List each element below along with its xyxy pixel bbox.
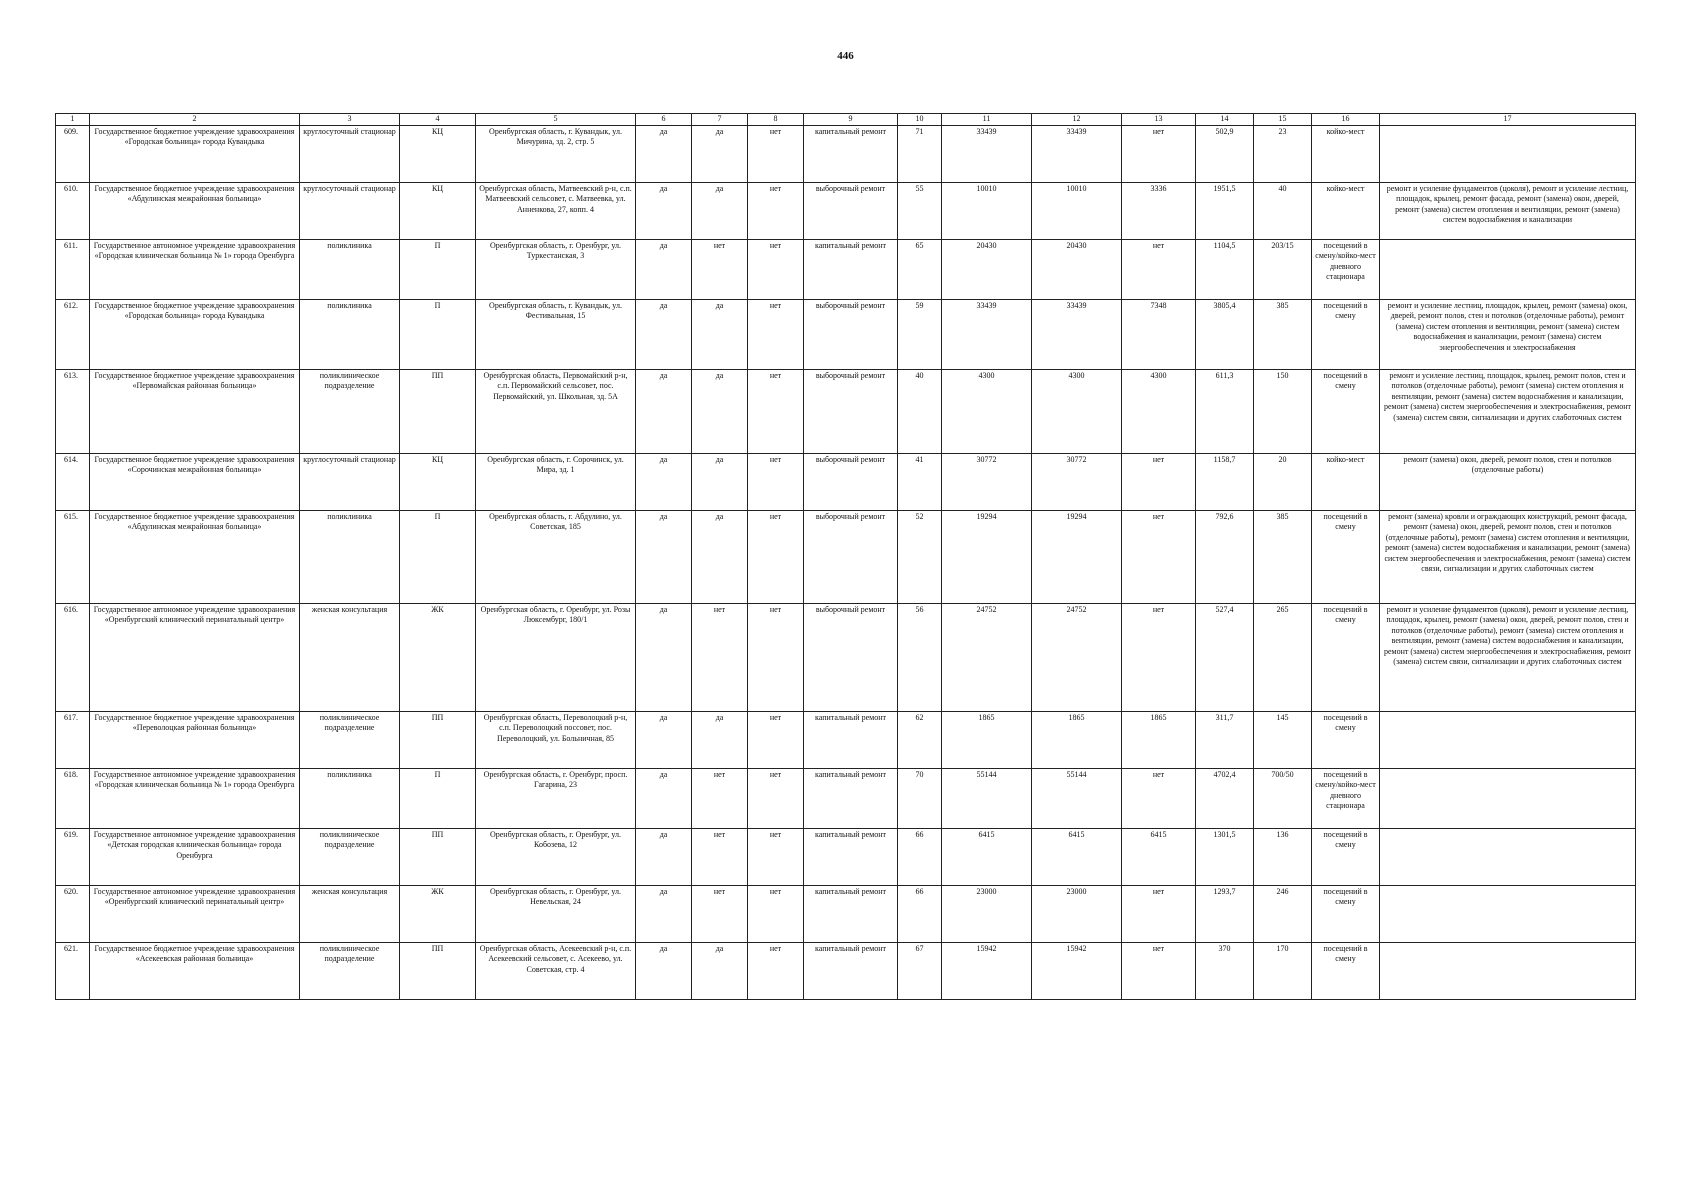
unit-code: КЦ bbox=[400, 454, 476, 511]
row-number: 611. bbox=[56, 240, 90, 300]
col-12-value: 15942 bbox=[1032, 943, 1122, 1000]
institution-name: Государственное бюджетное учреждение здравоохранения «Асекеевская районная больница» bbox=[90, 943, 300, 1000]
address: Оренбургская область, г. Абдулино, ул. Советская, 185 bbox=[476, 511, 636, 604]
table-row bbox=[56, 604, 1636, 712]
col-11-value: 19294 bbox=[942, 511, 1032, 604]
area-value: 4702,4 bbox=[1196, 769, 1254, 829]
unit-type: поликлиническое подразделение bbox=[300, 712, 400, 769]
institution-name: Государственное бюджетное учреждение здравоохранения «Сорочинская межрайонная больница» bbox=[90, 454, 300, 511]
works-description bbox=[1380, 712, 1636, 769]
institution-name: Государственное бюджетное учреждение здравоохранения «Переволоцкая районная больница» bbox=[90, 712, 300, 769]
column-header-6: 6 bbox=[636, 114, 692, 126]
column-header-15: 15 bbox=[1254, 114, 1312, 126]
column-header-16: 16 bbox=[1312, 114, 1380, 126]
col-13-value: 6415 bbox=[1122, 829, 1196, 886]
address: Оренбургская область, г. Кувандык, ул. Фестивальная, 15 bbox=[476, 300, 636, 370]
repair-type: капитальный ремонт bbox=[804, 769, 898, 829]
col-6-flag: да bbox=[636, 769, 692, 829]
table-row bbox=[56, 886, 1636, 943]
col-10-value: 70 bbox=[898, 769, 942, 829]
unit-code: КЦ bbox=[400, 183, 476, 240]
col-6-flag: да bbox=[636, 511, 692, 604]
col-7-flag: да bbox=[692, 300, 748, 370]
col-13-value: нет bbox=[1122, 886, 1196, 943]
address: Оренбургская область, г. Оренбург, ул. Кобозева, 12 bbox=[476, 829, 636, 886]
capacity-value: 700/50 bbox=[1254, 769, 1312, 829]
unit-type: женская консультация bbox=[300, 886, 400, 943]
capacity-unit: посещений в смену bbox=[1312, 829, 1380, 886]
col-13-value: нет bbox=[1122, 454, 1196, 511]
col-10-value: 55 bbox=[898, 183, 942, 240]
column-header-7: 7 bbox=[692, 114, 748, 126]
capacity-unit: посещений в смену/койко-мест дневного стационара bbox=[1312, 769, 1380, 829]
col-12-value: 23000 bbox=[1032, 886, 1122, 943]
table-row bbox=[56, 240, 1636, 300]
column-header-8: 8 bbox=[748, 114, 804, 126]
unit-code: ПП bbox=[400, 943, 476, 1000]
col-10-value: 67 bbox=[898, 943, 942, 1000]
works-description bbox=[1380, 886, 1636, 943]
col-6-flag: да bbox=[636, 183, 692, 240]
col-6-flag: да bbox=[636, 370, 692, 454]
col-13-value: 4300 bbox=[1122, 370, 1196, 454]
repair-type: выборочный ремонт bbox=[804, 511, 898, 604]
unit-type: поликлиника bbox=[300, 769, 400, 829]
col-10-value: 66 bbox=[898, 829, 942, 886]
works-description bbox=[1380, 240, 1636, 300]
unit-code: П bbox=[400, 300, 476, 370]
table-row bbox=[56, 829, 1636, 886]
capacity-value: 150 bbox=[1254, 370, 1312, 454]
table-row bbox=[56, 943, 1636, 1000]
repair-type: капитальный ремонт bbox=[804, 943, 898, 1000]
col-6-flag: да bbox=[636, 126, 692, 183]
repair-type: выборочный ремонт bbox=[804, 183, 898, 240]
unit-code: ПП bbox=[400, 712, 476, 769]
repair-type: капитальный ремонт bbox=[804, 886, 898, 943]
col-11-value: 15942 bbox=[942, 943, 1032, 1000]
works-description: ремонт и усиление фундаментов (цоколя), ремонт и усиление лестниц, площадок, крылец, ремонт фасада, ремонт (замена) окон, дверей, ремонт (замена) систем отопления и вентиляции, ремонт (замена) систем водоснабжения и канализации bbox=[1380, 183, 1636, 240]
institution-name: Государственное бюджетное учреждение здравоохранения «Городская больница» города Кувандыка bbox=[90, 126, 300, 183]
col-10-value: 52 bbox=[898, 511, 942, 604]
col-7-flag: да bbox=[692, 454, 748, 511]
col-13-value: нет bbox=[1122, 126, 1196, 183]
col-8-flag: нет bbox=[748, 829, 804, 886]
repair-type: выборочный ремонт bbox=[804, 604, 898, 712]
col-12-value: 24752 bbox=[1032, 604, 1122, 712]
capacity-value: 23 bbox=[1254, 126, 1312, 183]
col-12-value: 20430 bbox=[1032, 240, 1122, 300]
column-header-17: 17 bbox=[1380, 114, 1636, 126]
col-10-value: 71 bbox=[898, 126, 942, 183]
col-11-value: 20430 bbox=[942, 240, 1032, 300]
repair-type: капитальный ремонт bbox=[804, 829, 898, 886]
col-13-value: 1865 bbox=[1122, 712, 1196, 769]
institution-name: Государственное бюджетное учреждение здравоохранения «Первомайская районная больница» bbox=[90, 370, 300, 454]
col-8-flag: нет bbox=[748, 511, 804, 604]
col-7-flag: да bbox=[692, 712, 748, 769]
row-number: 612. bbox=[56, 300, 90, 370]
col-7-flag: нет bbox=[692, 240, 748, 300]
col-12-value: 4300 bbox=[1032, 370, 1122, 454]
table-row bbox=[56, 370, 1636, 454]
capacity-unit: посещений в смену bbox=[1312, 604, 1380, 712]
col-12-value: 33439 bbox=[1032, 126, 1122, 183]
col-11-value: 10010 bbox=[942, 183, 1032, 240]
col-11-value: 23000 bbox=[942, 886, 1032, 943]
table-row bbox=[56, 712, 1636, 769]
col-6-flag: да bbox=[636, 240, 692, 300]
capacity-value: 203/15 bbox=[1254, 240, 1312, 300]
col-10-value: 41 bbox=[898, 454, 942, 511]
row-number: 614. bbox=[56, 454, 90, 511]
unit-type: круглосуточный стационар bbox=[300, 454, 400, 511]
capacity-value: 246 bbox=[1254, 886, 1312, 943]
table-body bbox=[56, 126, 1636, 1000]
col-8-flag: нет bbox=[748, 604, 804, 712]
column-header-2: 2 bbox=[90, 114, 300, 126]
unit-code: П bbox=[400, 769, 476, 829]
col-6-flag: да bbox=[636, 829, 692, 886]
unit-type: женская консультация bbox=[300, 604, 400, 712]
col-7-flag: да bbox=[692, 183, 748, 240]
unit-type: поликлиника bbox=[300, 300, 400, 370]
repair-type: выборочный ремонт bbox=[804, 370, 898, 454]
col-13-value: 7348 bbox=[1122, 300, 1196, 370]
row-number: 617. bbox=[56, 712, 90, 769]
col-11-value: 33439 bbox=[942, 300, 1032, 370]
address: Оренбургская область, г. Оренбург, ул. Невельская, 24 bbox=[476, 886, 636, 943]
col-12-value: 33439 bbox=[1032, 300, 1122, 370]
area-value: 1104,5 bbox=[1196, 240, 1254, 300]
column-header-13: 13 bbox=[1122, 114, 1196, 126]
col-7-flag: да bbox=[692, 511, 748, 604]
col-6-flag: да bbox=[636, 943, 692, 1000]
col-10-value: 66 bbox=[898, 886, 942, 943]
column-header-12: 12 bbox=[1032, 114, 1122, 126]
col-11-value: 1865 bbox=[942, 712, 1032, 769]
institution-name: Государственное автономное учреждение здравоохранения «Оренбургский клинический перинатальный центр» bbox=[90, 886, 300, 943]
col-8-flag: нет bbox=[748, 300, 804, 370]
capacity-value: 385 bbox=[1254, 511, 1312, 604]
address: Оренбургская область, Матвеевский р-н, с.п. Матвеевский сельсовет, с. Матвеевка, ул. Анненкова, 27, копп. 4 bbox=[476, 183, 636, 240]
works-description bbox=[1380, 943, 1636, 1000]
row-number: 620. bbox=[56, 886, 90, 943]
address: Оренбургская область, г. Оренбург, ул. Розы Люксембург, 180/1 bbox=[476, 604, 636, 712]
col-12-value: 1865 bbox=[1032, 712, 1122, 769]
capacity-value: 385 bbox=[1254, 300, 1312, 370]
unit-type: поликлиника bbox=[300, 511, 400, 604]
row-number: 621. bbox=[56, 943, 90, 1000]
col-7-flag: нет bbox=[692, 886, 748, 943]
col-11-value: 4300 bbox=[942, 370, 1032, 454]
page-number: 446 bbox=[837, 50, 854, 62]
row-number: 619. bbox=[56, 829, 90, 886]
address: Оренбургская область, Асекеевский р-н, с.п. Асекеевский сельсовет, с. Асекеево, ул. Советская, стр. 4 bbox=[476, 943, 636, 1000]
col-7-flag: да bbox=[692, 126, 748, 183]
col-7-flag: нет bbox=[692, 604, 748, 712]
capacity-unit: посещений в смену bbox=[1312, 943, 1380, 1000]
col-13-value: нет bbox=[1122, 604, 1196, 712]
row-number: 609. bbox=[56, 126, 90, 183]
institution-name: Государственное автономное учреждение здравоохранения «Городская клиническая больница № 1» города Оренбурга bbox=[90, 240, 300, 300]
col-10-value: 62 bbox=[898, 712, 942, 769]
col-6-flag: да bbox=[636, 712, 692, 769]
capacity-value: 265 bbox=[1254, 604, 1312, 712]
col-6-flag: да bbox=[636, 300, 692, 370]
area-value: 3805,4 bbox=[1196, 300, 1254, 370]
address: Оренбургская область, Первомайский р-н, с.п. Первомайский сельсовет, пос. Первомайский, ул. Школьная, зд. 5А bbox=[476, 370, 636, 454]
works-description: ремонт и усиление лестниц, площадок, крылец, ремонт полов, стен и потолков (отделочные работы), ремонт (замена) систем отопления и вентиляции, ремонт (замена) систем водоснабжения и канализации, ремонт (замена) систем энергообеспечения и электроснабжения, ремонт (замена) систем связи, сигнализации и других слаботочных систем bbox=[1380, 370, 1636, 454]
row-number: 616. bbox=[56, 604, 90, 712]
capacity-unit: посещений в смену bbox=[1312, 511, 1380, 604]
capacity-unit: посещений в смену bbox=[1312, 370, 1380, 454]
row-number: 615. bbox=[56, 511, 90, 604]
col-8-flag: нет bbox=[748, 943, 804, 1000]
capacity-unit: посещений в смену bbox=[1312, 300, 1380, 370]
unit-type: поликлиника bbox=[300, 240, 400, 300]
works-description: ремонт и усиление лестниц, площадок, крылец, ремонт (замена) окон, дверей, ремонт полов, стен и потолков (отделочные работы), ремонт (замена) систем отопления и вентиляции, ремонт (замена) систем водоснабжения и канализации, ремонт (замена) систем энергообеспечения и электроснабжения bbox=[1380, 300, 1636, 370]
area-value: 611,3 bbox=[1196, 370, 1254, 454]
col-6-flag: да bbox=[636, 454, 692, 511]
col-11-value: 24752 bbox=[942, 604, 1032, 712]
column-header-3: 3 bbox=[300, 114, 400, 126]
col-7-flag: да bbox=[692, 370, 748, 454]
address: Оренбургская область, Переволоцкий р-н, с.п. Переволоцкий поссовет, пос. Переволоцкий, ул. Больничная, 85 bbox=[476, 712, 636, 769]
col-11-value: 30772 bbox=[942, 454, 1032, 511]
area-value: 311,7 bbox=[1196, 712, 1254, 769]
table-row bbox=[56, 511, 1636, 604]
area-value: 527,4 bbox=[1196, 604, 1254, 712]
col-7-flag: да bbox=[692, 943, 748, 1000]
address: Оренбургская область, г. Оренбург, просп. Гагарина, 23 bbox=[476, 769, 636, 829]
area-value: 1951,5 bbox=[1196, 183, 1254, 240]
column-header-4: 4 bbox=[400, 114, 476, 126]
capacity-value: 40 bbox=[1254, 183, 1312, 240]
repair-type: капитальный ремонт bbox=[804, 712, 898, 769]
works-description: ремонт (замена) окон, дверей, ремонт полов, стен и потолков (отделочные работы) bbox=[1380, 454, 1636, 511]
address: Оренбургская область, г. Оренбург, ул. Туркестанская, 3 bbox=[476, 240, 636, 300]
area-value: 792,6 bbox=[1196, 511, 1254, 604]
facilities-table bbox=[55, 113, 1636, 1000]
works-description: ремонт и усиление фундаментов (цоколя), ремонт и усиление лестниц, площадок, крылец, ремонт (замена) окон, дверей, ремонт полов, стен и потолков (отделочные работы), ремонт (замена) систем отопления и вентиляции, ремонт (замена) систем водоснабжения и канализации, ремонт (замена) систем энергообеспечения и электроснабжения, ремонт (замена) систем связи, сигнализации и других слаботочных систем bbox=[1380, 604, 1636, 712]
capacity-unit: посещений в смену bbox=[1312, 712, 1380, 769]
address: Оренбургская область, г. Сорочинск, ул. Мира, зд. 1 bbox=[476, 454, 636, 511]
works-description bbox=[1380, 126, 1636, 183]
col-13-value: 3336 bbox=[1122, 183, 1196, 240]
col-13-value: нет bbox=[1122, 943, 1196, 1000]
unit-code: ПП bbox=[400, 829, 476, 886]
col-8-flag: нет bbox=[748, 712, 804, 769]
col-12-value: 30772 bbox=[1032, 454, 1122, 511]
table-row bbox=[56, 126, 1636, 183]
col-6-flag: да bbox=[636, 604, 692, 712]
column-header-1: 1 bbox=[56, 114, 90, 126]
area-value: 502,9 bbox=[1196, 126, 1254, 183]
col-6-flag: да bbox=[636, 886, 692, 943]
row-number: 613. bbox=[56, 370, 90, 454]
capacity-value: 20 bbox=[1254, 454, 1312, 511]
col-13-value: нет bbox=[1122, 511, 1196, 604]
col-12-value: 19294 bbox=[1032, 511, 1122, 604]
col-8-flag: нет bbox=[748, 769, 804, 829]
col-12-value: 10010 bbox=[1032, 183, 1122, 240]
col-12-value: 6415 bbox=[1032, 829, 1122, 886]
works-description bbox=[1380, 769, 1636, 829]
unit-type: круглосуточный стационар bbox=[300, 126, 400, 183]
unit-type: поликлиническое подразделение bbox=[300, 943, 400, 1000]
col-10-value: 56 bbox=[898, 604, 942, 712]
col-11-value: 6415 bbox=[942, 829, 1032, 886]
repair-type: капитальный ремонт bbox=[804, 126, 898, 183]
row-number: 618. bbox=[56, 769, 90, 829]
col-8-flag: нет bbox=[748, 183, 804, 240]
capacity-value: 170 bbox=[1254, 943, 1312, 1000]
col-12-value: 55144 bbox=[1032, 769, 1122, 829]
column-header-9: 9 bbox=[804, 114, 898, 126]
capacity-unit: койко-мест bbox=[1312, 183, 1380, 240]
institution-name: Государственное автономное учреждение здравоохранения «Городская клиническая больница № 1» города Оренбурга bbox=[90, 769, 300, 829]
capacity-unit: койко-мест bbox=[1312, 126, 1380, 183]
column-number-header-row bbox=[56, 114, 1636, 126]
works-description bbox=[1380, 829, 1636, 886]
col-10-value: 65 bbox=[898, 240, 942, 300]
area-value: 1158,7 bbox=[1196, 454, 1254, 511]
col-7-flag: нет bbox=[692, 829, 748, 886]
capacity-unit: посещений в смену/койко-мест дневного стационара bbox=[1312, 240, 1380, 300]
works-description: ремонт (замена) кровли и ограждающих конструкций, ремонт фасада, ремонт (замена) окон, дверей, ремонт полов, стен и потолков (отделочные работы), ремонт (замена) систем отопления и вентиляции, ремонт (замена) систем водоснабжения и канализации, ремонт (замена) систем энергообеспечения и электроснабжения, ремонт (замена) систем связи, сигнализации и других слаботочных систем bbox=[1380, 511, 1636, 604]
unit-type: круглосуточный стационар bbox=[300, 183, 400, 240]
col-8-flag: нет bbox=[748, 126, 804, 183]
address: Оренбургская область, г. Кувандык, ул. Мичурина, зд. 2, стр. 5 bbox=[476, 126, 636, 183]
col-11-value: 55144 bbox=[942, 769, 1032, 829]
repair-type: капитальный ремонт bbox=[804, 240, 898, 300]
col-8-flag: нет bbox=[748, 886, 804, 943]
area-value: 1301,5 bbox=[1196, 829, 1254, 886]
institution-name: Государственное автономное учреждение здравоохранения «Детская городская клиническая больница» города Оренбурга bbox=[90, 829, 300, 886]
area-value: 370 bbox=[1196, 943, 1254, 1000]
column-header-5: 5 bbox=[476, 114, 636, 126]
capacity-value: 136 bbox=[1254, 829, 1312, 886]
table-row bbox=[56, 300, 1636, 370]
capacity-value: 145 bbox=[1254, 712, 1312, 769]
col-8-flag: нет bbox=[748, 370, 804, 454]
unit-code: КЦ bbox=[400, 126, 476, 183]
institution-name: Государственное бюджетное учреждение здравоохранения «Городская больница» города Кувандыка bbox=[90, 300, 300, 370]
col-13-value: нет bbox=[1122, 240, 1196, 300]
area-value: 1293,7 bbox=[1196, 886, 1254, 943]
col-11-value: 33439 bbox=[942, 126, 1032, 183]
row-number: 610. bbox=[56, 183, 90, 240]
col-8-flag: нет bbox=[748, 454, 804, 511]
institution-name: Государственное бюджетное учреждение здравоохранения «Абдулинская межрайонная больница» bbox=[90, 511, 300, 604]
table-row bbox=[56, 769, 1636, 829]
col-8-flag: нет bbox=[748, 240, 804, 300]
column-header-14: 14 bbox=[1196, 114, 1254, 126]
repair-type: выборочный ремонт bbox=[804, 300, 898, 370]
unit-code: ПП bbox=[400, 370, 476, 454]
table-row bbox=[56, 183, 1636, 240]
repair-type: выборочный ремонт bbox=[804, 454, 898, 511]
unit-code: ЖК bbox=[400, 886, 476, 943]
capacity-unit: койко-мест bbox=[1312, 454, 1380, 511]
unit-type: поликлиническое подразделение bbox=[300, 829, 400, 886]
column-header-10: 10 bbox=[898, 114, 942, 126]
table-row bbox=[56, 454, 1636, 511]
unit-code: П bbox=[400, 240, 476, 300]
unit-code: ЖК bbox=[400, 604, 476, 712]
unit-type: поликлиническое подразделение bbox=[300, 370, 400, 454]
column-header-11: 11 bbox=[942, 114, 1032, 126]
col-10-value: 40 bbox=[898, 370, 942, 454]
col-10-value: 59 bbox=[898, 300, 942, 370]
col-7-flag: нет bbox=[692, 769, 748, 829]
institution-name: Государственное автономное учреждение здравоохранения «Оренбургский клинический перинатальный центр» bbox=[90, 604, 300, 712]
institution-name: Государственное бюджетное учреждение здравоохранения «Абдулинская межрайонная больница» bbox=[90, 183, 300, 240]
col-13-value: нет bbox=[1122, 769, 1196, 829]
capacity-unit: посещений в смену bbox=[1312, 886, 1380, 943]
unit-code: П bbox=[400, 511, 476, 604]
